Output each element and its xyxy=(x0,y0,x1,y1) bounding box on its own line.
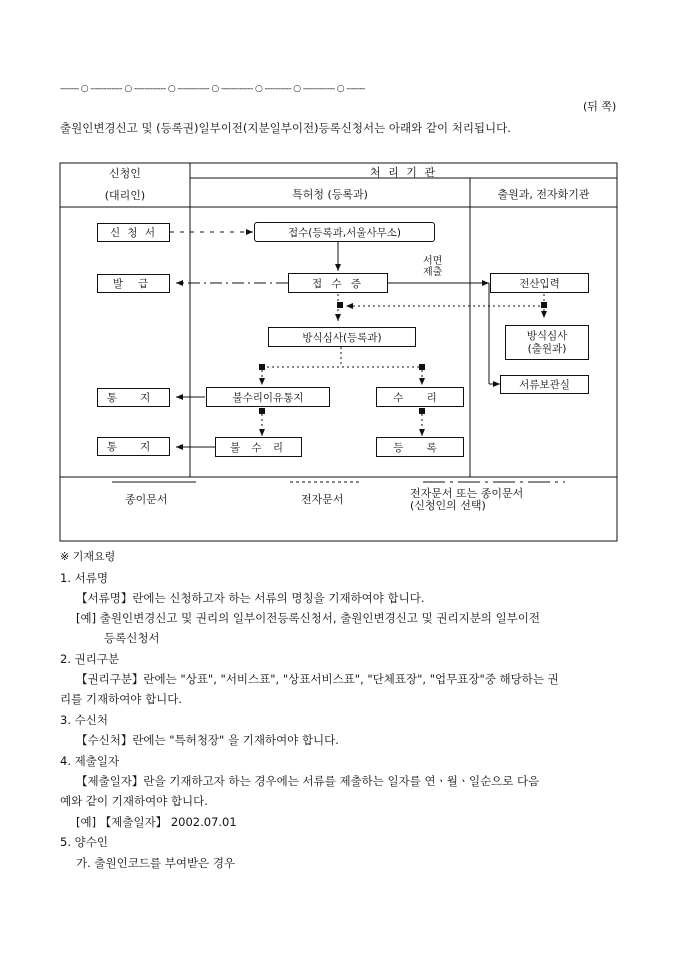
box-exam-filing xyxy=(505,325,589,360)
box-register: 등 록 xyxy=(376,437,464,457)
guide-line: 【권리구분】란에는 "상표", "서비스표", "상표서비스표", "단체표장", "업무표장"중 해당하는 권 xyxy=(76,672,559,686)
legend-either-sub: (신청인의 선택) xyxy=(410,499,486,512)
guide-line: 1. 서류명 xyxy=(60,571,108,585)
legend-electronic: 전자문서 xyxy=(301,493,344,506)
box-exam-kipo: 방식심사(등록과) xyxy=(268,327,416,347)
guide-line: 4. 제출일자 xyxy=(60,754,120,768)
col-processing: 처 리 기 관 xyxy=(370,166,437,179)
label-written-submit-text: 서면 제출 xyxy=(423,256,443,278)
box-accept: 수 리 xyxy=(376,387,464,407)
box-receipt: 접수(등록과,서울사무소) xyxy=(254,222,435,242)
box-archive: 서류보관실 xyxy=(500,375,589,394)
box-receipt-cert: 접 수 증 xyxy=(288,273,388,293)
guide-line: 2. 권리구분 xyxy=(60,652,120,666)
guide-line: 3. 수신처 xyxy=(60,713,108,727)
box-issue: 발 급 xyxy=(97,274,170,293)
box-reject: 불 수 리 xyxy=(215,437,302,457)
guide-line: [예] 【제출일자】 2002.07.01 xyxy=(76,815,237,829)
legend-paper: 종이문서 xyxy=(125,493,168,506)
box-application: 신 청 서 xyxy=(97,223,170,242)
box-exam-filing-text: 방식심사 (출원과) xyxy=(526,329,568,355)
intro-text: 출원인변경신고 및 (등록권)일부이전(지분일부이전)등록신청서는 아래와 같이 처리됩니다. xyxy=(60,121,511,135)
legend-either: 전자문서 또는 종이문서 xyxy=(410,487,524,500)
col-applicant-sub: (대리인) xyxy=(104,189,146,202)
guide-line: 【제출일자】란을 기재하고자 하는 경우에는 서류를 제출하는 일자를 연ㆍ월ㆍ일순으로 다음 xyxy=(76,774,540,788)
box-data-entry: 전산입력 xyxy=(490,273,589,293)
guide-line: 등록신청서 xyxy=(104,631,160,645)
guide-line: 리를 기재하여야 합니다. xyxy=(60,692,183,706)
guide-line: 가. 출원인코드를 부여받은 경우 xyxy=(76,856,236,870)
guide-line: 【수신처】란에는 "특허청장" 을 기재하여야 합니다. xyxy=(76,733,339,747)
box-rejection-reason: 불수리이유통지 xyxy=(206,387,330,407)
page-side-label: (뒤 쪽) xyxy=(583,100,617,113)
guide-line: 예와 같이 기재하여야 합니다. xyxy=(60,794,208,808)
cut-line: ------- ○ ------------ ○ ------------ ○ ------------ ○ ------------ ○ ---------- ○ ------------ ○ ------- xyxy=(60,84,365,94)
guide-heading: ※ 기재요령 xyxy=(60,550,116,563)
label-written-submit xyxy=(423,256,442,278)
guide-line: [예] 출원인변경신고 및 권리의 일부이전등록신청서, 출원인변경신고 및 권리지분의 일부이전 xyxy=(76,611,541,625)
box-notice-1: 통 지 xyxy=(97,388,170,407)
col-applicant: 신청인 xyxy=(109,167,141,180)
guide-line: 5. 양수인 xyxy=(60,835,108,849)
col-etc: 출원과, 전자화기관 xyxy=(497,188,590,201)
box-notice-2: 통 지 xyxy=(97,437,170,456)
guide-line: 【서류명】란에는 신청하고자 하는 서류의 명칭을 기재하여야 합니다. xyxy=(76,591,425,605)
col-kipo: 특허청 (등록과) xyxy=(292,188,368,201)
